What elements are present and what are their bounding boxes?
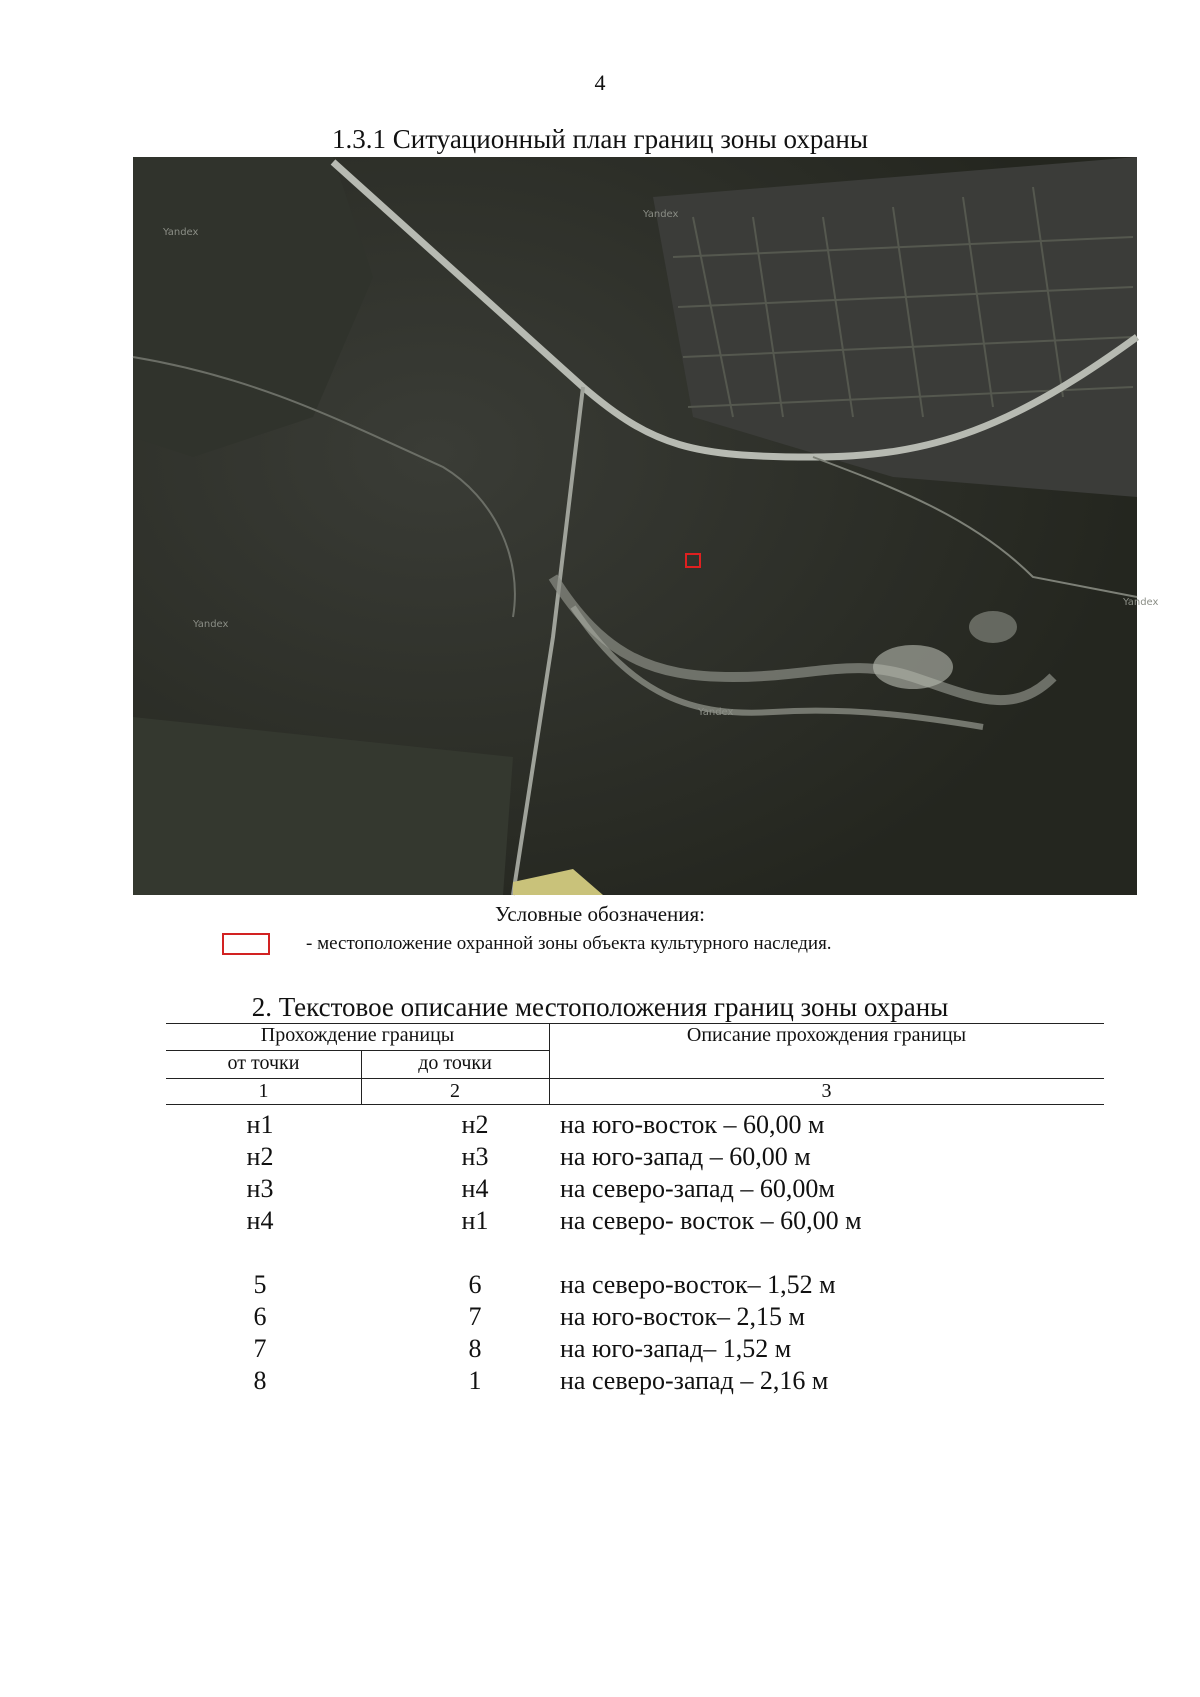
table-rule: [166, 1104, 1104, 1105]
cell-from: н1: [246, 1110, 274, 1139]
header-to: до точки: [418, 1052, 492, 1074]
cell-description: на юго-восток – 60,00 м: [560, 1110, 825, 1139]
table-rule: [166, 1050, 549, 1051]
cell-description: на юго-восток– 2,15 м: [560, 1302, 805, 1331]
map-title: 1.3.1 Ситуационный план границ зоны охраны: [332, 124, 868, 154]
watermark: Yandex: [698, 707, 734, 718]
cell-from: н2: [246, 1142, 274, 1171]
cell-description: на юго-запад– 1,52 м: [560, 1334, 792, 1363]
table-row: [140, 1334, 1140, 1364]
cell-to: 7: [468, 1302, 482, 1331]
legend-swatch: [222, 933, 270, 955]
table-row: [140, 1206, 1140, 1236]
header-num-1: 1: [258, 1080, 269, 1102]
page-number: 4: [594, 70, 606, 95]
cell-to: 1: [468, 1366, 482, 1395]
cell-to: 6: [468, 1270, 482, 1299]
cell-description: на северо- восток – 60,00 м: [560, 1206, 862, 1235]
watermark: Yandex: [193, 619, 229, 630]
table-rule: [166, 1078, 1104, 1079]
cell-from: 5: [253, 1270, 267, 1299]
cell-description: на северо-восток– 1,52 м: [560, 1270, 836, 1299]
watermark: Yandex: [643, 209, 679, 220]
cell-from: н4: [246, 1206, 274, 1235]
table-row: [140, 1270, 1140, 1300]
table-row: [140, 1302, 1140, 1332]
table-row: [140, 1174, 1140, 1204]
table-row: [140, 1110, 1140, 1140]
watermark: Yandex: [163, 227, 199, 238]
header-from: от точки: [227, 1052, 300, 1074]
header-num-3: 3: [821, 1080, 832, 1102]
header-passage: Прохождение границы: [260, 1024, 455, 1046]
header-description: Описание прохождения границы: [686, 1024, 967, 1046]
cell-description: на северо-запад – 60,00м: [560, 1174, 835, 1203]
table-row: [140, 1366, 1140, 1396]
table-row: [140, 1142, 1140, 1172]
cell-to: н1: [461, 1206, 489, 1235]
cell-from: н3: [246, 1174, 274, 1203]
section-title: 2. Текстовое описание местоположения границ зоны охраны: [251, 992, 949, 1022]
watermark: Yandex: [1123, 597, 1159, 608]
cell-to: 8: [468, 1334, 482, 1363]
legend-title: Условные обозначения:: [494, 902, 706, 926]
cell-to: н4: [461, 1174, 489, 1203]
legend-item-text: - местоположение охранной зоны объекта культурного наследия.: [306, 933, 832, 954]
satellite-image: [133, 157, 1159, 895]
cell-description: на юго-запад – 60,00 м: [560, 1142, 811, 1171]
header-num-2: 2: [450, 1080, 460, 1102]
situation-map: [133, 157, 1159, 895]
cell-from: 7: [253, 1334, 267, 1363]
cell-from: 6: [253, 1302, 267, 1331]
cell-description: на северо-запад – 2,16 м: [560, 1366, 829, 1395]
cell-from: 8: [253, 1366, 267, 1395]
cell-to: н3: [461, 1142, 489, 1171]
cell-to: н2: [461, 1110, 489, 1139]
